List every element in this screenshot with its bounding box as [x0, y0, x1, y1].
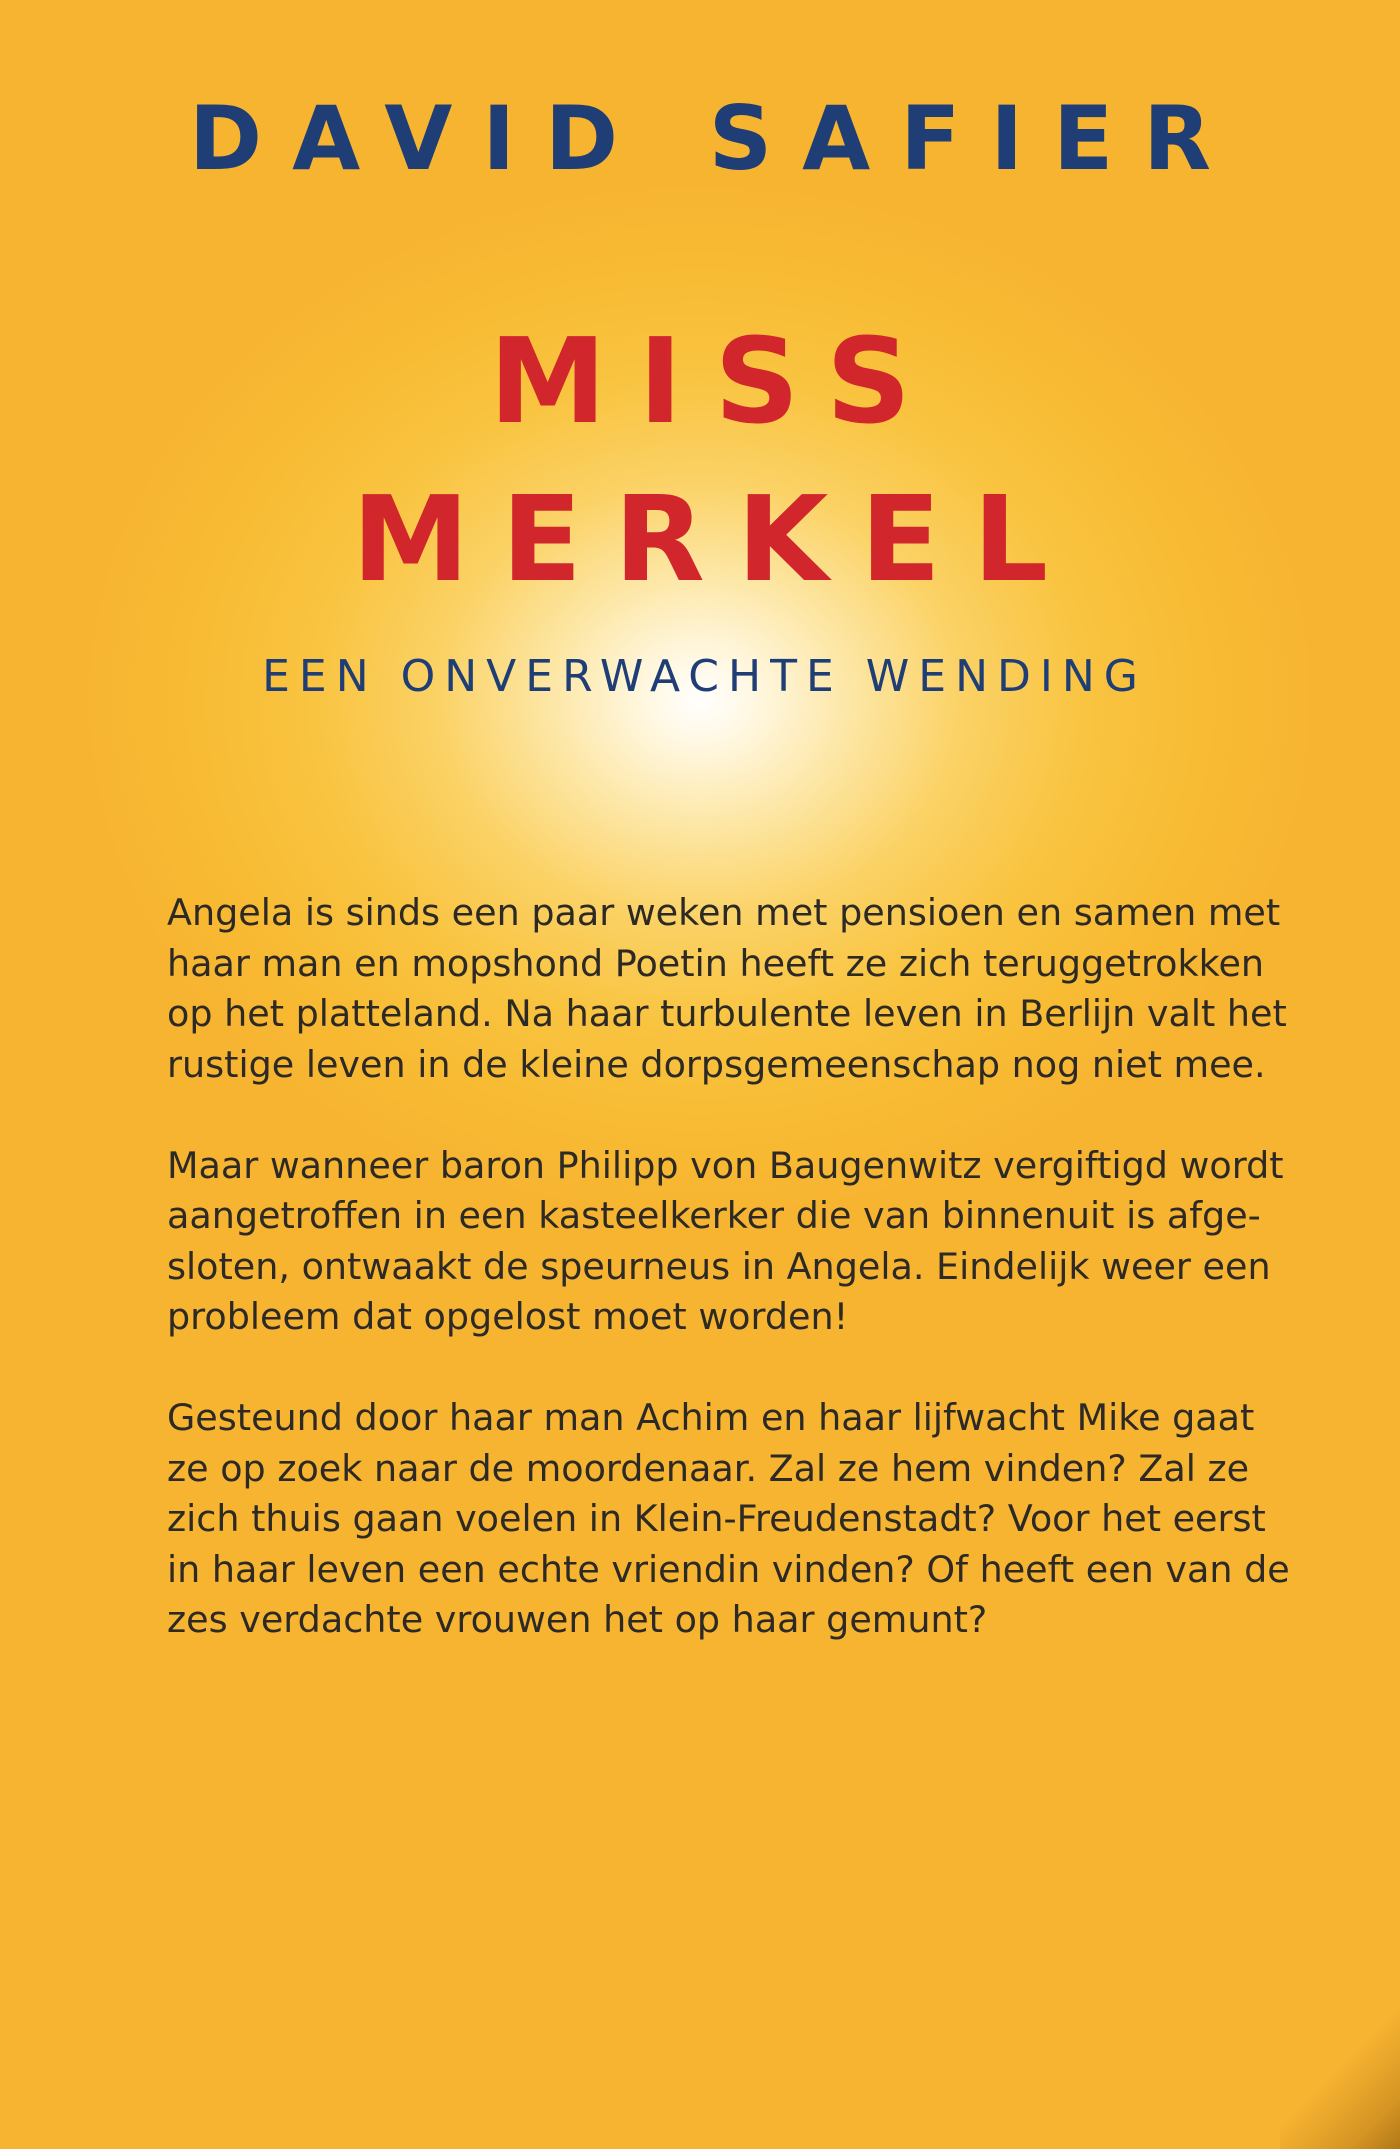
blurb-paragraph-3 [167, 1393, 1290, 1646]
book-subtitle: EEN ONVERWACHTE WENDING [262, 651, 1147, 702]
blurb-line: Gesteund door haar man Achim en haar lijfwacht Mike gaat [167, 1396, 1255, 1439]
blurb-line: probleem dat opgelost moet worden! [167, 1295, 849, 1338]
blurb-line: in haar leven een echte vriendin vinden? Of heeft een van de [167, 1547, 1290, 1591]
blurb-line: rustige leven in de kleine dorpsgemeenschap nog niet mee. [167, 1042, 1266, 1086]
blurb-line: Maar wanneer baron Philipp von Baugenwitz vergiftigd wordt [167, 1143, 1284, 1187]
blurb-paragraph-2 [167, 1141, 1284, 1343]
blurb-line: zes verdachte vrouwen het op haar gemunt? [167, 1598, 988, 1641]
blurb-line: haar man en mopshond Poetin heeft ze zich teruggetrokken [167, 941, 1265, 985]
page-corner-shadow [1280, 2009, 1400, 2149]
book-title-line-1: MISS [489, 312, 943, 450]
author-name: DAVID SAFIER [189, 87, 1241, 190]
blurb-line: aangetroffen in een kasteelkerker die van binnenuit is afge- [167, 1194, 1261, 1237]
blurb-line: sloten, ontwaakt de speurneus in Angela. Eindelijk weer een [167, 1244, 1271, 1288]
blurb-text [167, 888, 1290, 1696]
blurb-line: zich thuis gaan voelen in Klein-Freudenstadt? Voor het eerst [167, 1497, 1266, 1540]
blurb-line: ze op zoek naar de moordenaar. Zal ze hem vinden? Zal ze [167, 1446, 1250, 1490]
blurb-line: Angela is sinds een paar weken met pensioen en samen met [167, 891, 1281, 934]
blurb-line: op het platteland. Na haar turbulente leven in Berlijn valt het [167, 992, 1287, 1035]
book-title-line-2: MERKEL [351, 470, 1081, 608]
blurb-paragraph-1 [167, 888, 1287, 1090]
